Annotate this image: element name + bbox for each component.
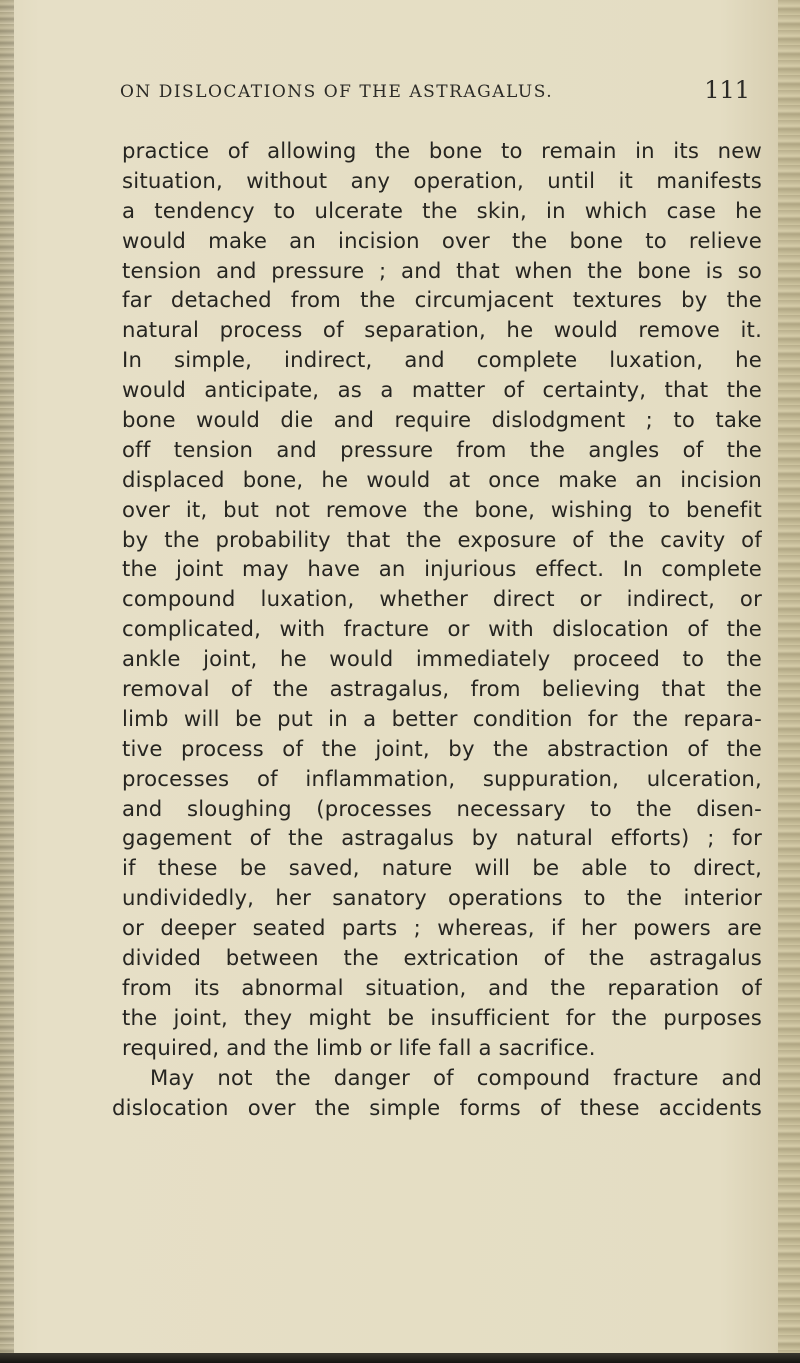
text-line: In simple, indirect, and complete luxation, he: [122, 347, 762, 373]
text-line: compound luxation, whether direct or indirect, or: [122, 586, 762, 612]
page-gutter-edge: [0, 0, 14, 1363]
text-line: gagement of the astragalus by natural efforts) ; for: [122, 825, 762, 851]
text-line: complicated, with fracture or with dislocation of the: [122, 616, 762, 642]
text-line: far detached from the circumjacent textures by the: [122, 287, 762, 313]
text-line: tive process of the joint, by the abstraction of the: [122, 735, 762, 761]
text-line: divided between the extrication of the astragalus: [122, 945, 762, 971]
text-line: situation, without any operation, until it manifests: [122, 167, 762, 193]
text-line: tension and pressure ; and that when the bone is so: [122, 257, 762, 283]
text-line: displaced bone, he would at once make an incision: [122, 466, 762, 492]
text-line: and sloughing (processes necessary to the disen-: [122, 795, 762, 821]
page-right-edge: [778, 0, 800, 1363]
text-line: would anticipate, as a matter of certainty, that the: [122, 377, 762, 403]
page-header: [110, 76, 760, 116]
text-line: removal of the astragalus, from believing that the: [122, 676, 762, 702]
text-line: if these be saved, nature will be able to direct,: [122, 855, 762, 881]
page-number: 111: [704, 76, 750, 104]
text-line: a tendency to ulcerate the skin, in which case he: [122, 197, 762, 223]
text-line: would make an incision over the bone to relieve: [122, 227, 762, 253]
text-line: limb will be put in a better condition for the repara-: [122, 705, 762, 731]
text-line: over it, but not remove the bone, wishing to benefit: [122, 496, 762, 522]
text-line: from its abnormal situation, and the reparation of: [122, 974, 762, 1000]
text-line: processes of inflammation, suppuration, ulceration,: [122, 765, 762, 791]
text-line: by the probability that the exposure of the cavity of: [122, 526, 762, 552]
running-head: ON DISLOCATIONS OF THE ASTRAGALUS.: [120, 82, 554, 102]
text-line-paragraph-start: May not the danger of compound fracture and: [150, 1064, 762, 1090]
text-line: off tension and pressure from the angles of the: [122, 436, 762, 462]
text-line: the joint may have an injurious effect. In complete: [122, 556, 762, 582]
text-line: bone would die and require dislodgment ; to take: [122, 407, 762, 433]
text-line: required, and the limb or life fall a sacrifice.: [122, 1034, 596, 1060]
body-text: [112, 136, 762, 1122]
scan-bottom-edge: [0, 1353, 800, 1363]
text-line: ankle joint, he would immediately proceed to the: [122, 646, 762, 672]
text-line: dislocation over the simple forms of these accidents: [112, 1094, 762, 1120]
text-line: practice of allowing the bone to remain in its new: [122, 138, 762, 163]
text-line: or deeper seated parts ; whereas, if her powers are: [122, 915, 762, 941]
text-line: natural process of separation, he would remove it.: [122, 317, 762, 343]
text-line: the joint, they might be insufficient for the purposes: [122, 1004, 762, 1030]
text-line: undividedly, her sanatory operations to the interior: [122, 885, 762, 911]
